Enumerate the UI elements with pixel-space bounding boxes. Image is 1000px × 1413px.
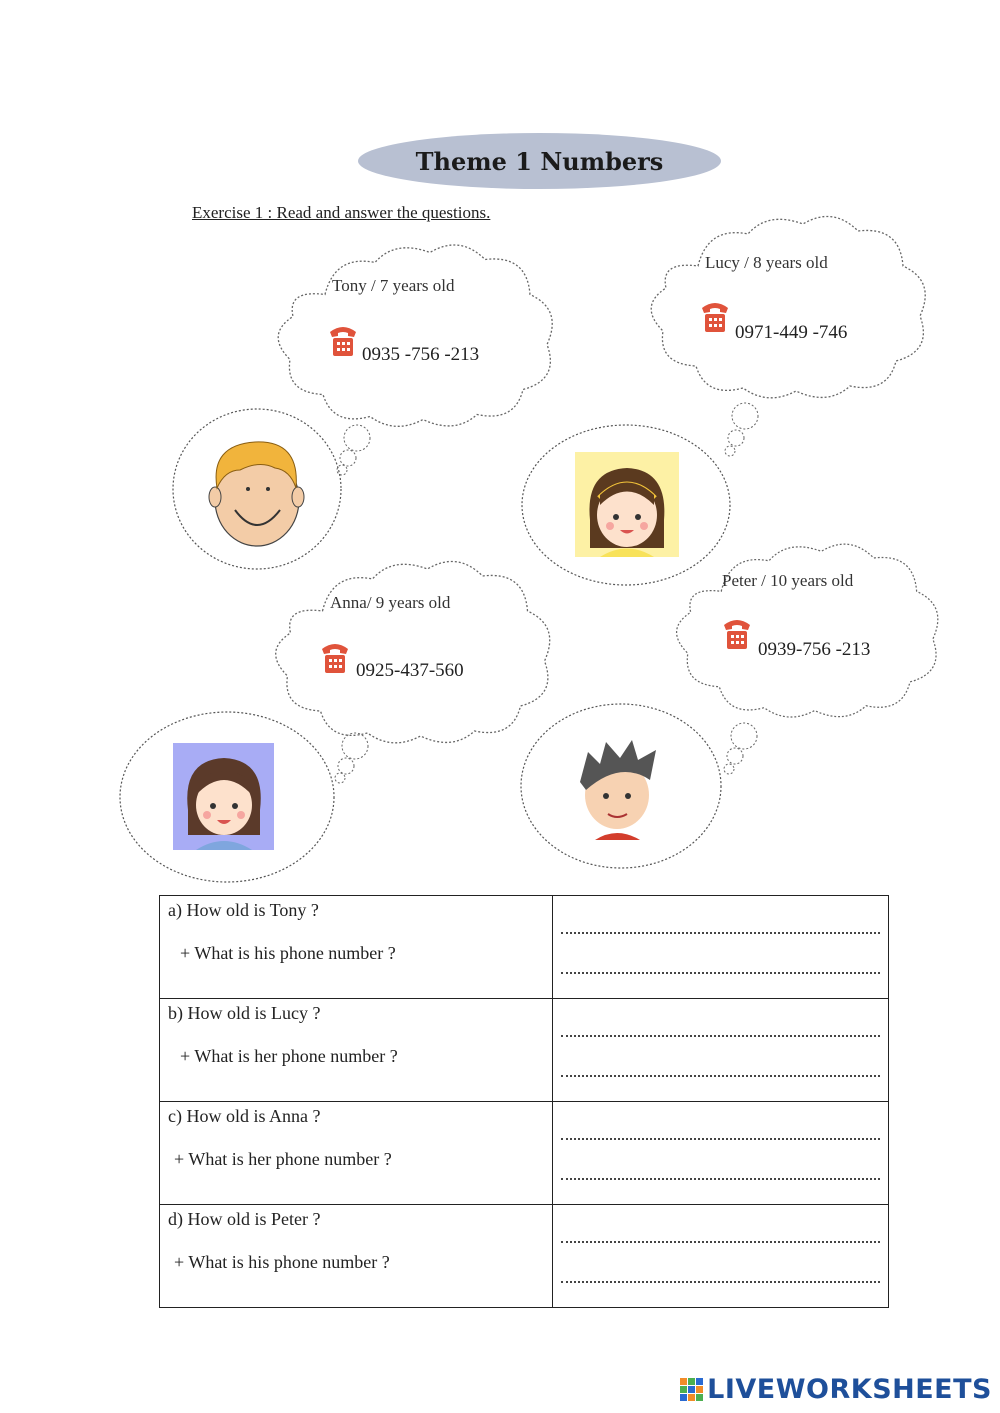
peter-avatar (580, 740, 656, 840)
phone-question: + What is her phone number ? (180, 1046, 398, 1066)
title-banner (358, 133, 721, 189)
anna-phone: 0925-437-560 (356, 660, 464, 681)
table-row (160, 1102, 889, 1205)
phone-answer-field[interactable] (561, 1271, 880, 1283)
anna-info: Anna/ 9 years old (330, 593, 451, 612)
question-cell (160, 1205, 553, 1308)
phone-icon (722, 617, 752, 651)
age-question: b) How old is Lucy ? (168, 1003, 321, 1023)
lucy-phone: 0971-449 -746 (735, 322, 848, 343)
question-cell (160, 999, 553, 1102)
table-row (160, 896, 889, 999)
table-row (160, 1205, 889, 1308)
age-answer-field[interactable] (561, 922, 880, 934)
answer-cell (553, 999, 889, 1102)
age-question: a) How old is Tony ? (168, 900, 319, 920)
liveworksheets-logo (680, 1374, 992, 1405)
phone-answer-field[interactable] (561, 1168, 880, 1180)
tony-phone: 0935 -756 -213 (362, 344, 480, 365)
question-cell (160, 896, 553, 999)
exercise-instruction: Exercise 1 : Read and answer the questions. (192, 203, 491, 222)
anna-avatar (173, 743, 274, 850)
page-title: Theme 1 Numbers (415, 146, 664, 176)
age-answer-field[interactable] (561, 1128, 880, 1140)
peter-phone: 0939-756 -213 (758, 639, 871, 660)
lucy-thought-cloud (651, 216, 925, 397)
question-cell (160, 1102, 553, 1205)
logo-grid-icon (680, 1378, 703, 1401)
logo-text: LIVEWORKSHEETS (707, 1374, 992, 1405)
phone-icon (328, 324, 358, 358)
phone-icon (320, 641, 350, 675)
age-answer-field[interactable] (561, 1231, 880, 1243)
phone-answer-field[interactable] (561, 962, 880, 974)
tony-avatar (209, 442, 304, 546)
tony-thought-cloud (278, 245, 552, 426)
phone-answer-field[interactable] (561, 1065, 880, 1077)
answer-cell (553, 1102, 889, 1205)
answer-cell (553, 1205, 889, 1308)
tony-info: Tony / 7 years old (332, 276, 455, 295)
lucy-avatar (575, 452, 679, 557)
question-table (159, 895, 889, 1308)
phone-icon (700, 300, 730, 334)
age-question: c) How old is Anna ? (168, 1106, 321, 1126)
peter-info: Peter / 10 years old (722, 571, 854, 590)
anna-thought-cloud (276, 561, 550, 742)
table-row (160, 999, 889, 1102)
answer-cell (553, 896, 889, 999)
lucy-info: Lucy / 8 years old (705, 253, 828, 272)
phone-question: + What is his phone number ? (180, 943, 396, 963)
age-question: d) How old is Peter ? (168, 1209, 321, 1229)
phone-question: + What is his phone number ? (174, 1252, 390, 1272)
age-answer-field[interactable] (561, 1025, 880, 1037)
phone-question: + What is her phone number ? (174, 1149, 392, 1169)
